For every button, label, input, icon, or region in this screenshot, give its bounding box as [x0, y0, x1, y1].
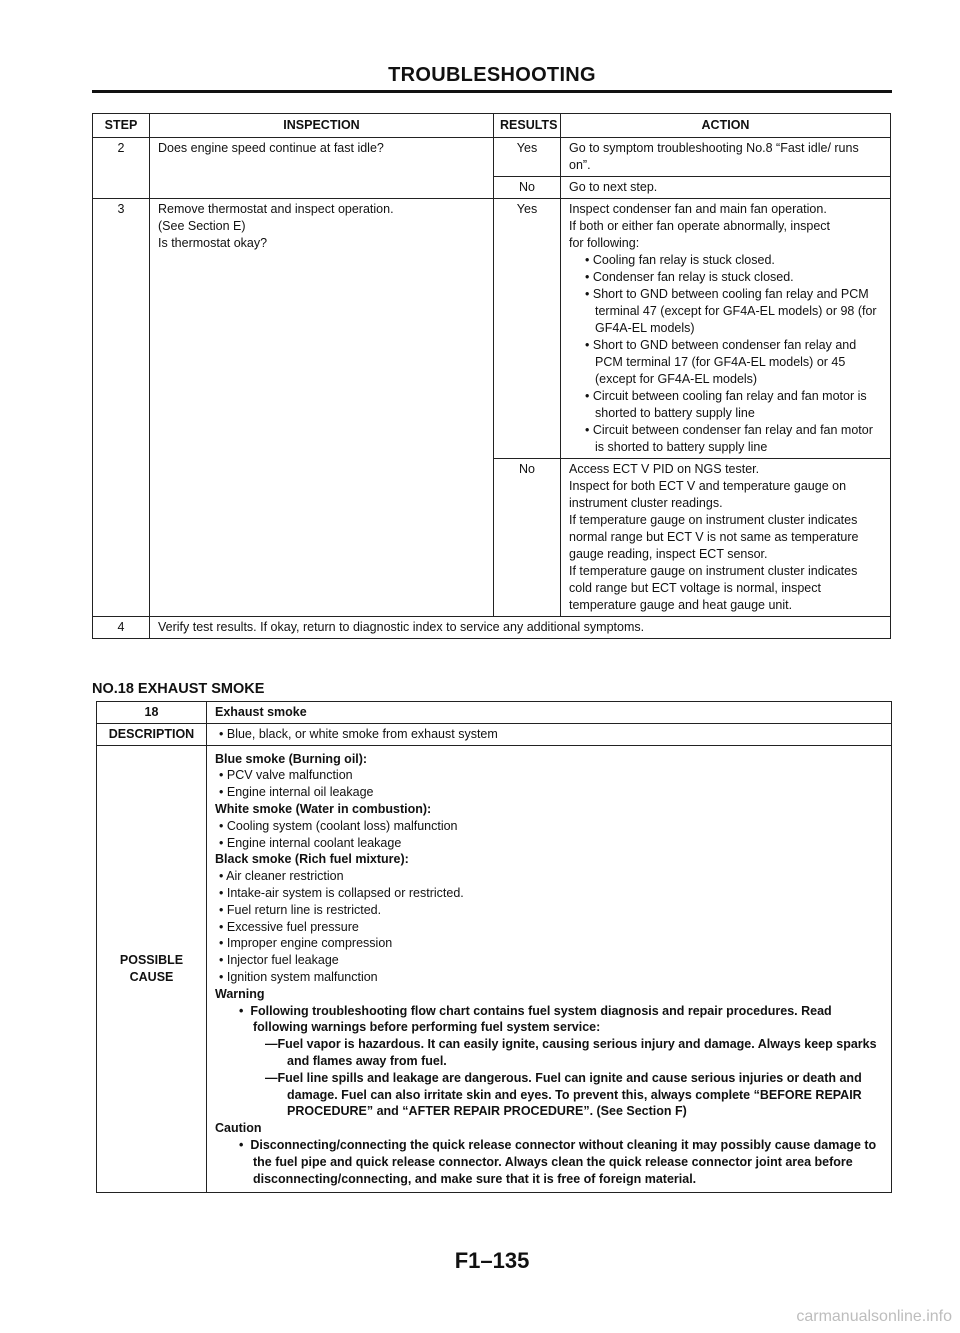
warning-dash-item: — Fuel line spills and leakage are dangerous. Fuel can ignite and cause serious injuries or death and damage. Fuel can also irritate skin and eyes. To prevent this, always complete “BEFORE REPAIR PROCEDURE” and “AFTER REPAIR PROCEDURE”. (See Section F) [215, 1070, 883, 1120]
cause-item: • Improper engine compression [215, 935, 883, 952]
troubleshooting-table [92, 113, 891, 639]
warning-text: • Following troubleshooting flow chart contains fuel system diagnosis and repair procedures. Read following warnings before performing fuel system service: [215, 1003, 883, 1037]
header-step: STEP [93, 114, 150, 138]
header-results: RESULTS [494, 114, 561, 138]
action-line: Inspect for both ECT V and temperature gauge on instrument cluster readings. [569, 479, 847, 510]
table-row [93, 617, 891, 639]
blue-smoke-heading: Blue smoke (Burning oil): [215, 751, 368, 766]
action-cell [561, 199, 891, 459]
action-cell: Go to symptom troubleshooting No.8 “Fast idle/ runs on”. [561, 138, 891, 177]
step-number: 2 [93, 138, 150, 199]
table-row [97, 702, 892, 724]
action-bullet: • Condenser fan relay is stuck closed. [569, 269, 882, 286]
action-bullet: • Short to GND between cooling fan relay and PCM terminal 47 (except for GF4A-EL models) or 98 (for GF4A-EL models) [569, 286, 882, 337]
cause-item: • Cooling system (coolant loss) malfunction [215, 818, 883, 835]
action-line: If temperature gauge on instrument cluster indicates cold range but ECT voltage is normal, inspect temperature gauge and heat gauge unit. [569, 564, 858, 612]
description-text: • Blue, black, or white smoke from exhaust system [215, 726, 883, 743]
cause-item: • Engine internal oil leakage [215, 784, 883, 801]
action-bullet: • Cooling fan relay is stuck closed. [569, 252, 882, 269]
table-row [93, 199, 891, 459]
possible-cause-cell [207, 745, 892, 1193]
action-cell: Go to next step. [561, 177, 891, 199]
description-cell [207, 723, 892, 745]
result-yes: Yes [494, 199, 561, 459]
inspection-cell: Does engine speed continue at fast idle? [150, 138, 494, 199]
header-rule [92, 90, 892, 93]
action-cell [561, 459, 891, 617]
header-action: ACTION [561, 114, 891, 138]
action-line: for following: [569, 236, 640, 250]
step-number: 3 [93, 199, 150, 617]
cause-item: • PCV valve malfunction [215, 767, 883, 784]
symptom-number: 18 [97, 702, 207, 724]
cause-item: • Air cleaner restriction [215, 868, 883, 885]
inspection-line: Is thermostat okay? [158, 236, 268, 250]
inspection-line: (See Section E) [158, 219, 246, 233]
step-number: 4 [93, 617, 150, 639]
description-label: DESCRIPTION [97, 723, 207, 745]
action-line: Access ECT V PID on NGS tester. [569, 462, 760, 476]
result-no: No [494, 177, 561, 199]
cause-item: • Excessive fuel pressure [215, 919, 883, 936]
result-no: No [494, 459, 561, 617]
action-line: If temperature gauge on instrument cluster indicates normal range but ECT V is not same as temperature gauge reading, inspect ECT sensor. [569, 513, 859, 561]
cause-item: • Injector fuel leakage [215, 952, 883, 969]
action-bullet: • Circuit between cooling fan relay and fan motor is shorted to battery supply line [569, 388, 882, 422]
page-title: TROUBLESHOOTING [388, 64, 596, 86]
exhaust-smoke-table [96, 701, 892, 1193]
warning-dash-item: — Fuel vapor is hazardous. It can easily ignite, causing serious injury and damage. Always keep sparks and flames away from fuel. [215, 1036, 883, 1070]
white-smoke-heading: White smoke (Water in combustion): [215, 801, 432, 816]
action-bullet: • Short to GND between condenser fan relay and PCM terminal 17 (for GF4A-EL models) or 45 (except for GF4A-EL models) [569, 337, 882, 388]
step4-text: Verify test results. If okay, return to diagnostic index to service any additional symptoms. [150, 617, 891, 639]
warning-label: Warning [215, 986, 265, 1001]
black-smoke-heading: Black smoke (Rich fuel mixture): [215, 852, 409, 867]
caution-text: • Disconnecting/connecting the quick release connector without cleaning it may possibly cause damage to the fuel pipe and quick release connector. Always clean the quick release connector joint area before disconnecting/connecting, and make sure that it is free of foreign material. [215, 1137, 883, 1187]
action-line: If both or either fan operate abnormally, inspect [569, 219, 831, 233]
table-row [97, 723, 892, 745]
inspection-cell [150, 199, 494, 617]
table-row [97, 745, 892, 1193]
cause-item: • Intake-air system is collapsed or restricted. [215, 885, 883, 902]
page-number: F1–135 [454, 1248, 530, 1273]
caution-label: Caution [215, 1121, 262, 1136]
watermark: carmanualsonline.info [796, 1308, 952, 1325]
symptom-name: Exhaust smoke [207, 702, 892, 724]
table-row [93, 138, 891, 177]
result-yes: Yes [494, 138, 561, 177]
action-bullet: • Circuit between condenser fan relay and fan motor is shorted to battery supply line [569, 422, 882, 456]
possible-cause-label: POSSIBLE CAUSE [97, 745, 207, 1193]
header-inspection: INSPECTION [150, 114, 494, 138]
table-header-row [93, 114, 891, 138]
inspection-line: Remove thermostat and inspect operation. [158, 202, 394, 216]
cause-item: • Ignition system malfunction [215, 969, 883, 986]
cause-item: • Engine internal coolant leakage [215, 835, 883, 852]
action-line: Inspect condenser fan and main fan operation. [569, 202, 827, 216]
section-title: NO.18 EXHAUST SMOKE [92, 681, 265, 697]
cause-item: • Fuel return line is restricted. [215, 902, 883, 919]
